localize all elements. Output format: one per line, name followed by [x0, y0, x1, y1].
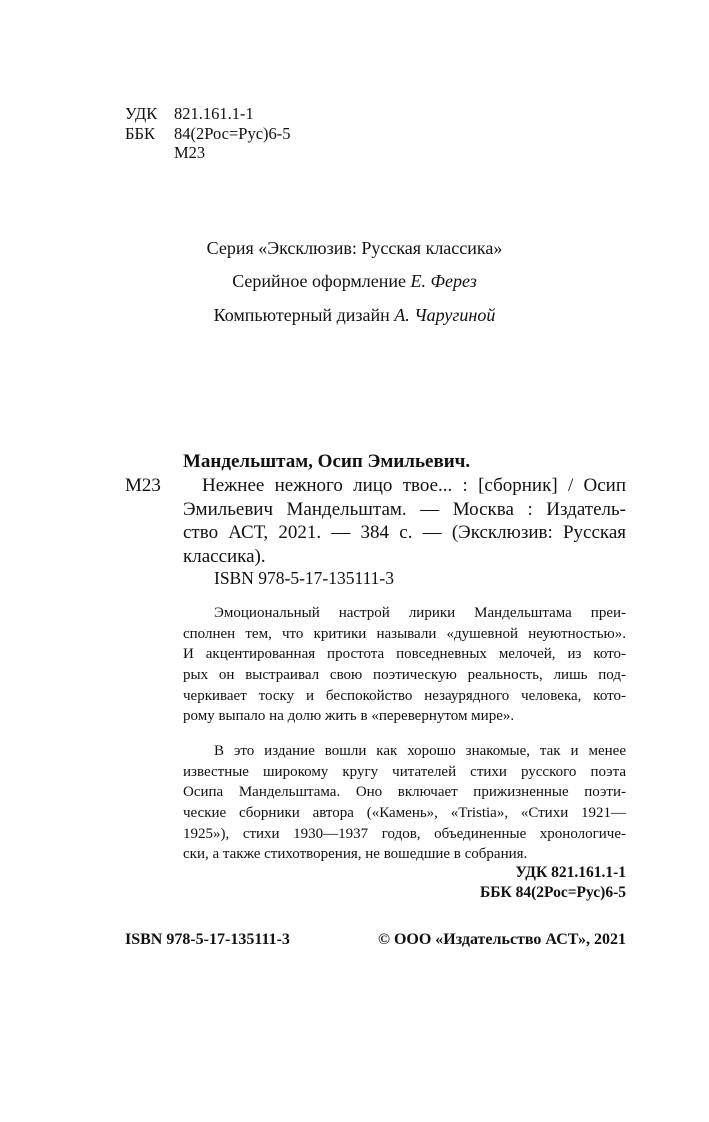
design-name: Е. Ферез [410, 271, 477, 291]
description-line: Эмильевич Мандельштам. — Москва : Издатель- [183, 498, 626, 520]
author-mark: М23 [125, 475, 161, 496]
design-prefix: Серийное оформление [232, 271, 407, 291]
annotation-paragraph-1 [183, 603, 626, 727]
footer-isbn: ISBN 978-5-17-135111-3 [125, 931, 290, 948]
udk-value: 821.161.1-1 [174, 104, 254, 123]
annotation-line: Эмоциональный настрой лирики Мандельштама преи- [214, 605, 626, 621]
annotation-line: ческие сборники автора («Камень», «Tristia», «Стихи 1921— [183, 805, 626, 822]
annotation-line: ски, а также стихотворения, не вошедшие в собрания. [183, 846, 528, 863]
annotation-line: В это издание вошли как хорошо знакомые, так и менее [214, 743, 626, 759]
author-heading: Мандельштам, Осип Эмильевич. [183, 451, 471, 472]
annotation-line: Осипа Мандельштама. Оно включает прижизненные поэти- [183, 784, 626, 801]
description-line: Нежнее нежного лицо твое... : [сборник] / Осип [202, 475, 626, 496]
bbk-label: ББК [125, 124, 155, 143]
description-line: ство АСТ, 2021. — 384 с. — (Эксклюзив: Русская [183, 522, 626, 543]
catalog-isbn: ISBN 978-5-17-135111-3 [214, 568, 395, 588]
annotation-line: И акцентированная простота повседневных мелочей, из кото- [183, 646, 626, 663]
annotation-line: рому выпало на долю жить в «перевернутом мире». [183, 708, 515, 725]
udk-label: УДК [125, 104, 158, 123]
annotation-line: рых он выстраивал свою поэтическую реальность, лишь под- [183, 667, 626, 684]
copyright: © ООО «Издательство АСТ», 2021 [377, 931, 626, 948]
bbk-bottom: ББК 84(2Рос=Рус)6-5 [479, 884, 626, 901]
annotation-line: 1925»), стихи 1930—1937 годов, объединенные хронологиче- [183, 825, 626, 842]
annotation-line: черкивает тоску и беспокойство незаурядного человека, кото- [183, 687, 626, 704]
computer-name: А. Чаругиной [394, 305, 496, 325]
author-mark-top: М23 [174, 143, 206, 162]
description-line: классика). [183, 545, 266, 567]
annotation-paragraph-2 [183, 741, 626, 865]
bibliographic-description [183, 474, 626, 568]
computer-prefix: Компьютерный дизайн [213, 305, 390, 325]
annotation-line: сполнен тем, что критики называли «душевной неуютностью». [183, 625, 626, 642]
series-line: Серия «Эксклюзив: Русская классика» [206, 238, 503, 258]
computer-design-credit [0, 305, 709, 326]
annotation-line: известные широкому кругу читателей стихи русского поэта [183, 763, 626, 780]
bbk-value: 84(2Рос=Рус)6-5 [174, 124, 291, 143]
udk-bottom: УДК 821.161.1-1 [515, 864, 626, 881]
design-credit [0, 271, 709, 292]
